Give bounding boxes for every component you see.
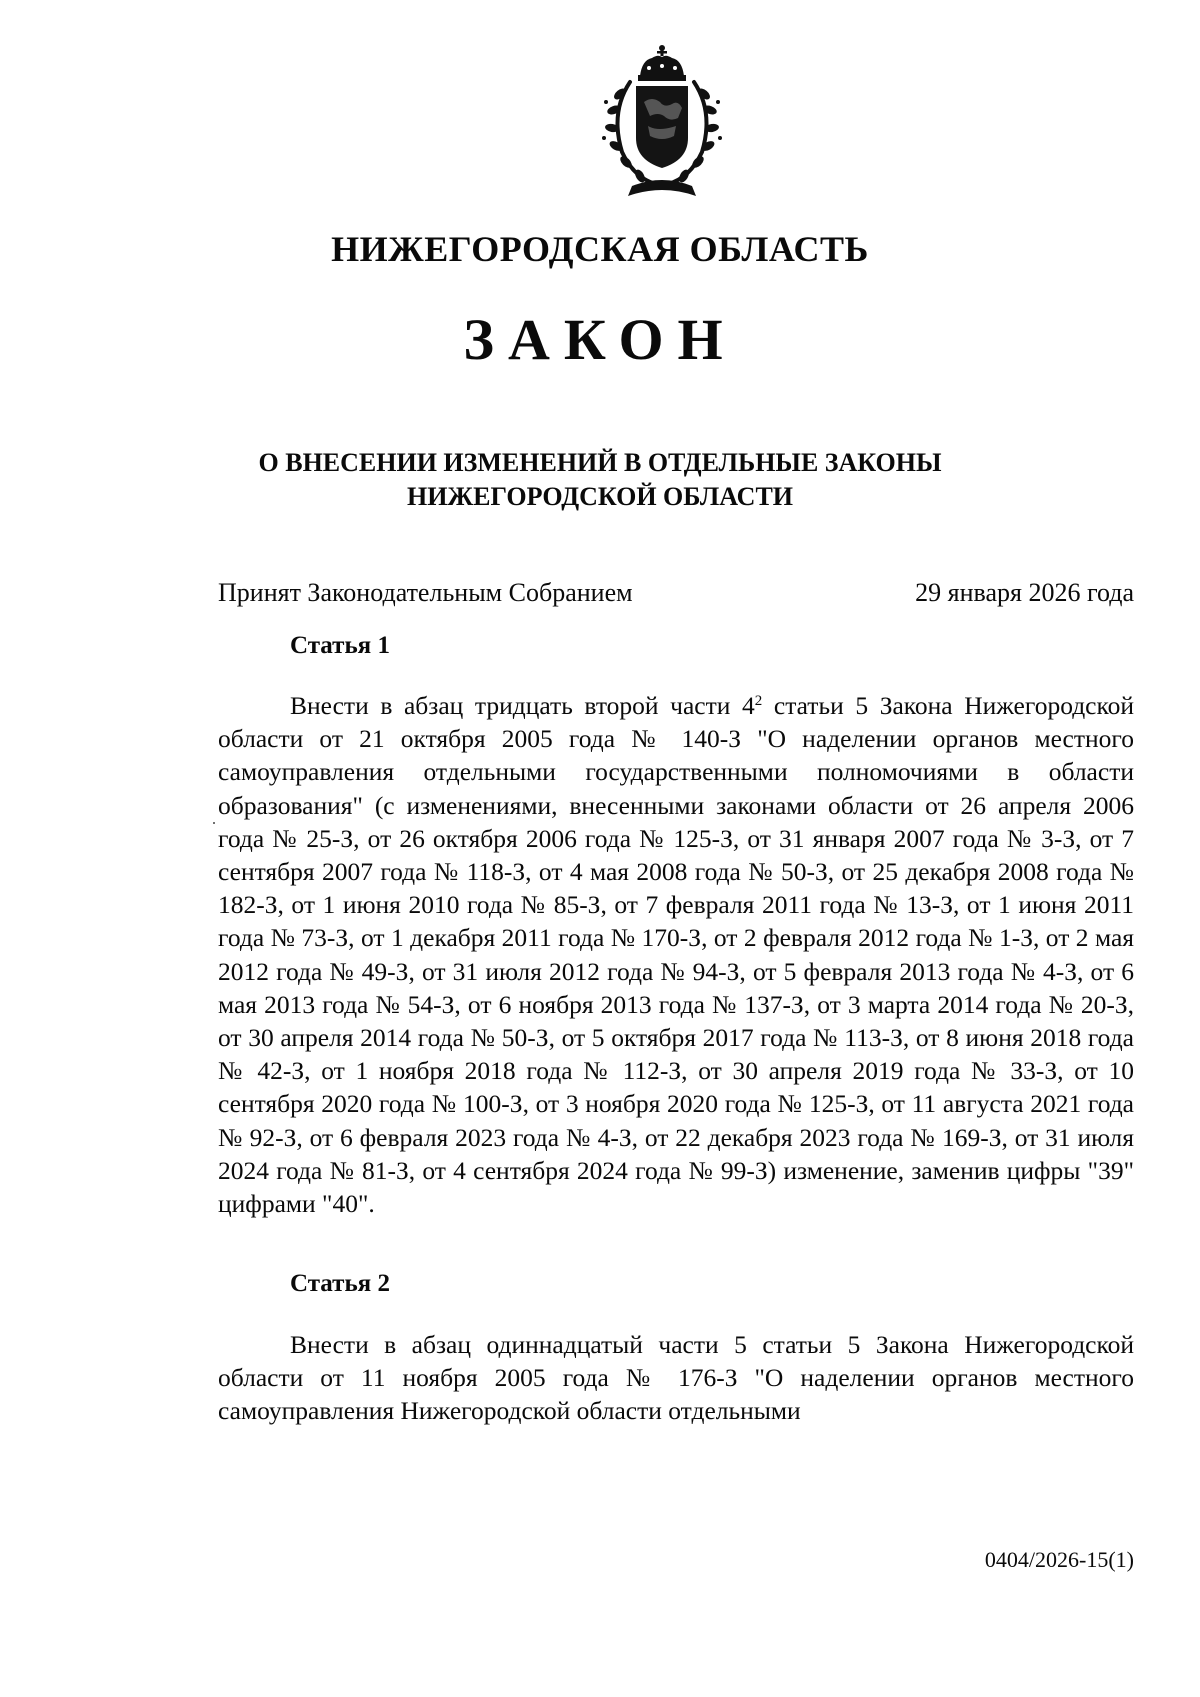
article-1-text-rest: статьи 5 Закона Нижегородской области от 21 октября 2005 года № 140-З "О наделении органов местного самоуправления отдельными государственными полномочиями в области образования" (с изменениями, внесенными законами области от 26 апреля 2006 года № 25-З, от 26 октября 2006 года № 125-З, от 31 января 2007 года № 3-З, от 7 сентября 2007 года № 118-З, от 4 мая 2008 года № 50-З, от 25 декабря 2008 года № 182-З, от 1 июня 2010 года № 85-З, от 7 февраля 2011 года № 13-З, от 1 июня 2011 года № 73-З, от 1 декабря 2011 года № 170-З, от 2 февраля 2012 года № 1-З, от 2 мая 2012 года № 49-З, от 31 июля 2012 года № 94-З, от 5 февраля 2013 года № 4-З, от 6 мая 2013 года № 54-З, от 6 ноября 2013 года № 137-З, от 3 марта 2014 года № 20-З, от 30 апреля 2014 года № 50-З, от 5 октября 2017 года № 113-З, от 8 июня 2018 года № 42-З, от 1 ноября 2018 года № 112-З, от 30 апреля 2019 года № 33-З, от 10 сентября 2020 года № 100-З, от 3 ноября 2020 года № 125-З, от 11 августа 2021 года № 92-З, от 6 февраля 2023 года № 4-З, от 22 декабря 2023 года № 169-З, от 31 июля 2024 года № 81-З, от 4 сентября 2024 года № 99-З) изменение, заменив цифры "39" цифрами "40". <box>218 691 1134 1219</box>
region-title: НИЖЕГОРОДСКАЯ ОБЛАСТЬ <box>331 229 869 269</box>
adoption-line <box>218 578 1134 608</box>
article-2-text: Внести в абзац одиннадцатый части 5 статьи 5 Закона Нижегородской области от 11 ноября 2005 года № 176-З "О наделении органов местного самоуправления Нижегородской области отдельными <box>218 1330 1134 1426</box>
law-title <box>62 446 1138 514</box>
adoption-text: Принят Законодательным Собранием <box>218 578 633 607</box>
article-1-text <box>218 689 1134 1220</box>
article-1-superscript: 2 <box>754 693 763 709</box>
law-title-line-1: О ВНЕСЕНИИ ИЗМЕНЕНИЙ В ОТДЕЛЬНЫЕ ЗАКОНЫ <box>258 448 942 477</box>
article-1-text-start: Внести в абзац тридцать второй части 4 <box>290 691 755 720</box>
law-title-line-2: НИЖЕГОРОДСКОЙ ОБЛАСТИ <box>406 482 794 511</box>
article-1-heading: Статья 1 <box>290 632 390 659</box>
adoption-date: 29 января 2026 года <box>915 578 1134 607</box>
coat-of-arms-emblem <box>592 42 732 200</box>
document-number: 0404/2026-15(1) <box>984 1547 1134 1572</box>
article-2-heading: Статья 2 <box>290 1270 390 1297</box>
scan-speck <box>213 822 215 824</box>
law-heading: ЗАКОН <box>463 307 737 372</box>
